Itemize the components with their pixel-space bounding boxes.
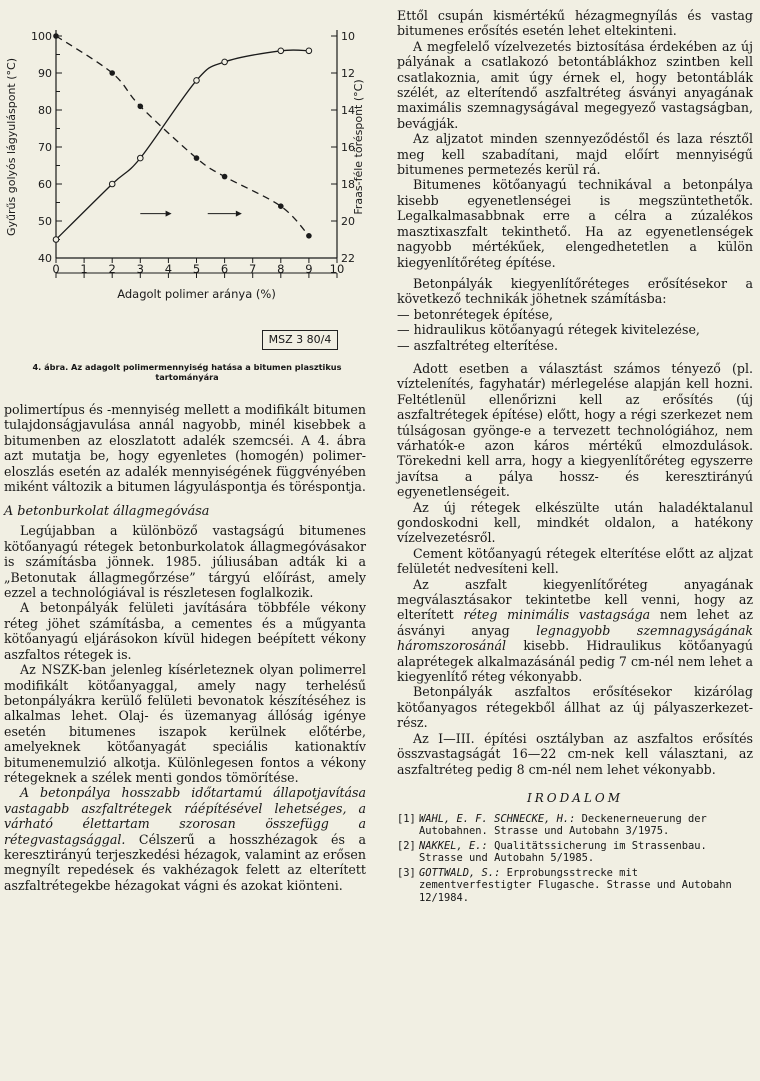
paragraph: Betonpályák kiegyenlítőréteges erősítésekor a következő technikák jöhetnek számításba: (397, 275, 753, 307)
paragraph: Az aljzatot minden szennyeződéstől és laza résztől meg kell szabadítani, majd előírt mennyiségű bitumenes permetezés kerül rá. (397, 131, 753, 178)
reference-number: [3] (397, 866, 416, 879)
paragraph: polimertípus és -mennyiség mellett a modifikált bitumen tulajdonságjavulása annál nagyobb, minél kisebbek a bitumenben az eloszlatott adalék szemcséi. A 4. ábra azt mutatja be, hogy egyenletes (homogén) polimer-eloszlás esetén az adalék mennyiségének függvényében miként változik a bitumen lágyuláspontja és töréspontja. (4, 402, 366, 495)
softening-point-marker (194, 78, 200, 84)
y2-tick-label: 18 (341, 178, 355, 191)
x-tick-label: 9 (305, 262, 313, 276)
y-tick-label: 40 (38, 252, 52, 265)
arrowhead-icon (236, 211, 242, 217)
paragraph: A betonpályák felületi javítására többféle vékony réteg jöhet számításba, a cementes és a műgyanta kötőanyagú eljárásokon kívül hidegen beépített vékony aszfaltos rétegek is. (4, 600, 366, 662)
paragraph: A megfelelő vízelvezetés biztosítása érdekében az új pályának a csatlakozó betontáblákhoz szintben kell csatlakoznia, amit úgy érnek el, hogy betontáblák szélét, az elterítendő aszfaltréteg ásványi anyagának maximális szemnagyságával megegyező vastagságban, bevágják. (397, 38, 753, 131)
reference-number: [1] (397, 812, 416, 825)
left-column (0, 0, 378, 1081)
paragraph: Cement kötőanyagú rétegek elterítése előtt az aljzat felületét nedvesíteni kell. (397, 545, 753, 577)
breaking-point-marker (109, 70, 115, 76)
paragraph: Az NSZK-ban jelenleg kísérleteznek olyan polimerrel modifikált kötőanyaggal, amely nagy terhelésű betonpályákra kerülő felületi bevonatok készítéséhez is alkalmas lehet. Olaj- és üzemanyag állóság igénye esetén bitumenes iszapok kerülnek előtérbe, amelyeknek kötőanyagát speciális kationaktív bitumenemulzió alkotja. Különlegesen fontos a vékony rétegeknek a szélek menti gondos tömörítése. (4, 662, 366, 785)
x-tick-label: 0 (52, 262, 60, 276)
paragraph (397, 577, 753, 685)
list-item: — betonrétegek építése, (397, 306, 553, 322)
reference-author: WAHL, E. F. SCHNECKE, H.: (419, 812, 576, 825)
x-tick-label: 2 (108, 262, 116, 276)
y2-axis-label: Fraas-féle töréspont (°C) (352, 79, 365, 215)
paragraph: Az új rétegek elkészülte után haladéktalanul gondoskodni kell, mindkét oldalon, a hatékony vízelvezetésről. (397, 499, 753, 546)
reference-title: Qualitätssicherung im Strassenbau. Strasse und Autobahn 5/1985. (419, 839, 707, 865)
x-tick-label: 8 (277, 262, 285, 276)
caption-line-1: 4. ábra. Az adagolt polimermennyiség hatása a bitumen plasztikus (32, 362, 342, 372)
x-tick-label: 7 (249, 262, 257, 276)
y-axis-label: Gyűrűs golyós lágyuláspont (°C) (5, 57, 18, 237)
y2-tick-label: 22 (341, 252, 355, 265)
y2-tick-label: 12 (341, 67, 355, 80)
italic-text: A betonpálya hosszabb időtartamú állapotjavítása vastagabb aszfaltrétegek ráépítésével lehetséges, a várható élettartam szorosan összefügg a rétegvastagsággal. (4, 785, 366, 847)
softening-point-line (56, 50, 309, 240)
breaking-point-marker (278, 203, 284, 209)
y2-tick-label: 10 (341, 30, 355, 43)
softening-point-marker (306, 48, 312, 54)
section-heading: A betonburkolat állagmegóvása (4, 504, 210, 520)
left-body (4, 402, 366, 893)
reference-item (397, 867, 753, 905)
paragraph (4, 785, 366, 893)
paragraph: Betonpályák aszfaltos erősítésekor kizárólag kötőanyagos rétegekből állhat az új pályaszerkezet-rész. (397, 684, 753, 731)
reference-number: [2] (397, 839, 416, 852)
reference-text (419, 867, 753, 905)
softening-point-marker (278, 48, 284, 54)
x-axis-label: Adagolt polimer aránya (%) (117, 287, 276, 301)
caption-line-2: tartományára (155, 372, 219, 382)
breaking-point-marker (53, 33, 59, 39)
breaking-point-marker (222, 174, 228, 180)
paragraph: Adott esetben a választást számos tényező (pl. víztelenítés, fagyhatár) mérlegelése alapján kell hozni. Feltétlenül ellenőrizni kell az erősítés (új aszfaltrétegek építése) előtt, hogy a régi szerkezet nem túlságosan gyönge-e a tervezett technológiához, nem várhatók-e azon káros mértékű elmozdulások. Törekedni kell arra, hogy a kiegyenlítőréteg egyszerre javítsa a pálya hossz- és keresztirányú egyenetlenségeit. (397, 360, 753, 500)
list-item: — aszfaltréteg elterítése. (397, 337, 558, 353)
references-heading: IRODALOM (527, 790, 623, 805)
breaking-point-line (56, 36, 309, 236)
reference-author: NAKKEL, E.: (419, 839, 488, 852)
list-item: — hidraulikus kötőanyagú rétegek kivitelezése, (397, 322, 700, 338)
softening-point-marker (138, 155, 144, 161)
italic-text: legnagyobb szemnagyságának háromszorosánál (397, 622, 753, 654)
paragraph: Bitumenes kötőanyagú technikával a betonpálya kisebb egyenetlenségei is megszüntethetők. Legalkalmasabbnak erre a célra a zúzalékos masztixaszfalt tekinthető. Ha az egyenetlenségek nagyobb mértékűek, elengedhetetlen a külön kiegyenlítőréteg építése. (397, 177, 753, 270)
reference-item (397, 813, 753, 838)
x-tick-label: 3 (136, 262, 144, 276)
y2-tick-label: 16 (341, 141, 355, 154)
softening-point-marker (109, 181, 115, 187)
y-tick-label: 50 (38, 215, 52, 228)
paragraph: Legújabban a különböző vastagságú bitumenes kötőanyagú rétegek betonburkolatok állagmegóvásakor is számításba jönnek. 1985. júliusában adták ki a „Betonutak állagmegőrzése” tárgyú előírást, amely ezzel a technológiával is részletesen foglalkozik. (4, 523, 366, 601)
technique-list (397, 307, 753, 353)
x-tick-label: 4 (164, 262, 173, 276)
breaking-point-marker (194, 155, 200, 161)
reference-author: GOTTWALD, S.: (419, 866, 501, 879)
text: nem lehet az ásványi anyag (397, 607, 753, 638)
x-tick-label: 6 (220, 262, 229, 276)
x-tick-label: 10 (329, 262, 345, 276)
x-tick-label: 1 (80, 262, 88, 276)
figure-caption (2, 362, 372, 382)
paragraph: Ettől csupán kismértékű hézagmegnyílás és vastag bitumenes erősítés esetén lehet eltekinteni. (397, 8, 753, 39)
arrowhead-icon (166, 211, 172, 217)
breaking-point-marker (306, 233, 312, 239)
y2-tick-label: 20 (341, 215, 355, 228)
reference-item (397, 840, 753, 865)
italic-text: réteg minimális vastagsága (463, 607, 651, 623)
reference-list (397, 813, 753, 905)
reference-text (419, 813, 753, 838)
y-tick-label: 70 (38, 141, 52, 154)
reference-title: Erprobungsstrecke mit zementverfestigter Flugasche. Strasse und Autobahn 12/1984. (419, 866, 732, 904)
softening-point-marker (222, 59, 228, 65)
reference-text (419, 840, 753, 865)
right-column (397, 8, 753, 1081)
paragraph: Az I—III. építési osztályban az aszfaltos erősítés összvastagságát 16—22 cm-nek kell választani, az aszfaltréteg pedig 8 cm-nél nem lehet vékonyabb. (397, 730, 753, 777)
text: Az aszfalt kiegyenlítőréteg anyagának megválasztásakor tekintetbe kell venni, hogy az elterített (397, 576, 753, 623)
x-tick-label: 5 (192, 262, 201, 276)
y-tick-label: 100 (31, 30, 52, 43)
breaking-point-marker (138, 104, 144, 110)
reference-title: Deckenerneuerung der Autobahnen. Strasse und Autobahn 3/1975. (419, 812, 707, 838)
y-tick-label: 80 (38, 104, 52, 117)
y-tick-label: 90 (38, 67, 52, 80)
y-tick-label: 60 (38, 178, 52, 191)
y2-tick-label: 14 (341, 104, 355, 117)
text: kisebb. Hidraulikus kötőanyagú alaprétegek alkalmazásánál pedig 7 cm-nél nem lehet a kiegyenlítő réteg vékonyabb. (397, 638, 753, 685)
text: Célszerű a hosszhézagok és a keresztirányú terjeszkedési hézagok, valamint az erősen megnyílt repedések és vakhézagok felett az elterített aszfaltrétegekbe hézagokat vágni és azokat kiönteni. (4, 831, 366, 893)
standard-box: MSZ 3 80/4 (262, 330, 338, 350)
softening-point-marker (53, 237, 59, 243)
